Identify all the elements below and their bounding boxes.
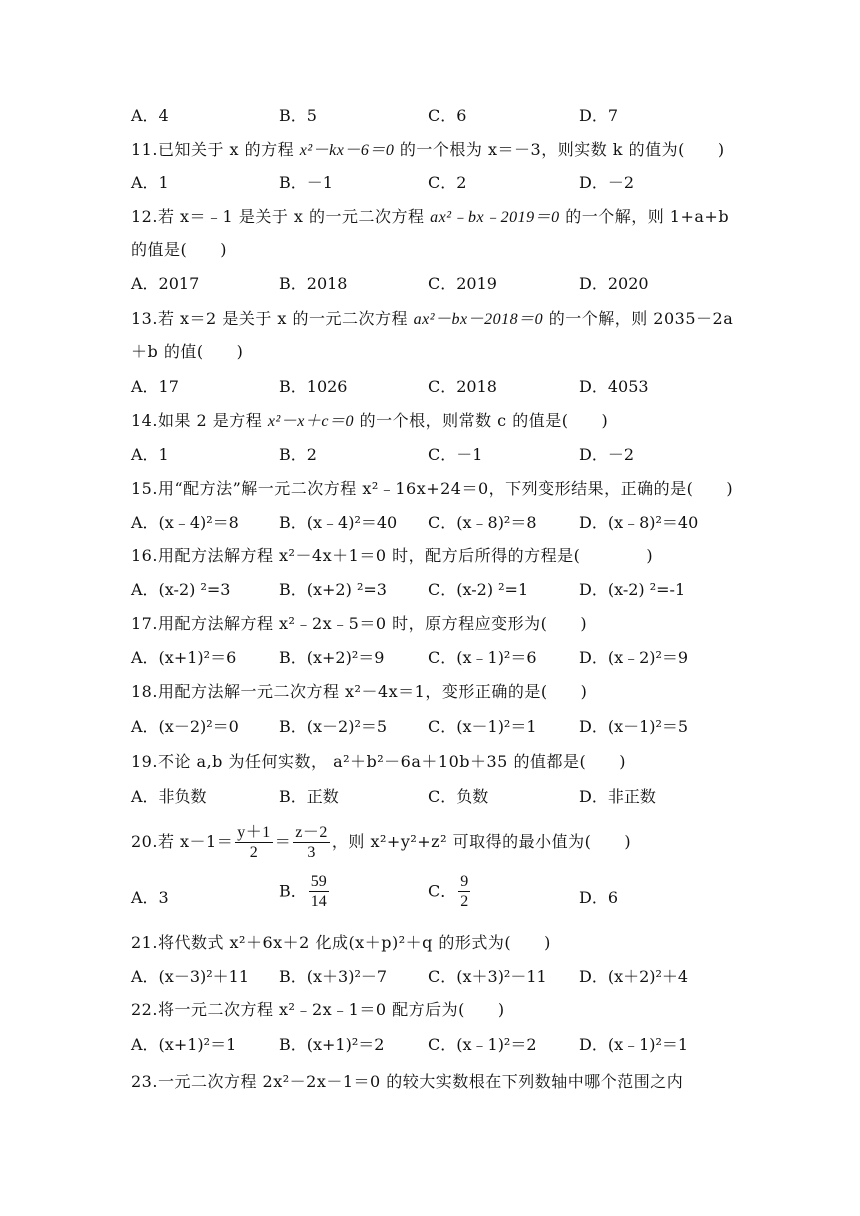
q16-option-c: C．(x-2) ²=1 [428, 580, 529, 599]
q12-stem-line1 [131, 207, 729, 228]
q19-option-c: C．负数 [428, 787, 489, 806]
q20-option-d: D．6 [579, 888, 619, 907]
q14-option-c: C．－1 [428, 445, 483, 464]
q22-option-d: D．(x﹣1)²＝1 [579, 1035, 689, 1054]
q15-option-d: D．(x﹣8)²＝40 [579, 513, 699, 532]
q13-equation: ax²－bx－2018＝0 [413, 311, 544, 328]
q19-option-b: B．正数 [279, 787, 339, 806]
q20-stem [131, 820, 631, 864]
q12-suffix: 的一个解，则 1+a+b [559, 207, 730, 226]
q11-stem [131, 140, 725, 161]
q18-option-b: B．(x－2)²＝5 [279, 717, 388, 736]
q11-suffix: 的一个根为 x＝－3，则实数 k 的值为( ) [394, 140, 725, 159]
q15-option-c: C．(x﹣8)²＝8 [428, 513, 537, 532]
q21-option-d: D．(x＋2)²＋4 [579, 967, 689, 986]
q21-option-c: C．(x＋3)²－11 [428, 967, 547, 986]
q11-prefix: 11.已知关于 x 的方程 [131, 140, 300, 159]
q13-prefix: 13.若 x＝2 是关于 x 的一元二次方程 [131, 309, 414, 328]
q17-option-c: C．(x﹣1)²＝6 [428, 648, 537, 667]
q19-stem: 19.不论 a,b 为任何实数， a²＋b²－6a＋10b＋35 的值都是( ) [131, 752, 626, 771]
q17-option-b: B．(x+2)²＝9 [279, 648, 385, 667]
q14-option-a: A．1 [131, 445, 169, 464]
q20-equals: ＝ [274, 832, 292, 851]
q15-option-b: B．(x﹣4)²＝40 [279, 513, 398, 532]
q13-option-d: D．4053 [579, 377, 649, 396]
q14-options [131, 445, 731, 467]
q20-fraction-y [235, 823, 273, 862]
q18-option-c: C．(x－1)²＝1 [428, 717, 537, 736]
q14-option-b: B．2 [279, 445, 317, 464]
q17-options [131, 648, 731, 670]
q14-suffix: 的一个根，则常数 c 的值是( ) [354, 411, 609, 430]
q12-options [131, 274, 731, 296]
q16-option-b: B．(x+2) ²=3 [279, 580, 387, 599]
q10-option-c: C．6 [428, 106, 467, 125]
q16-option-d: D．(x-2) ²=-1 [579, 580, 686, 599]
q12-option-c: C．2019 [428, 274, 497, 293]
q14-stem [131, 411, 608, 432]
q13-options [131, 377, 731, 399]
q18-option-d: D．(x－1)²＝5 [579, 717, 689, 736]
q20-option-c-label: C． [428, 881, 457, 901]
q10-options [131, 106, 731, 128]
q13-option-b: B．1026 [279, 377, 348, 396]
q11-option-c: C．2 [428, 173, 467, 192]
q12-prefix: 12.若 x＝﹣1 是关于 x 的一元二次方程 [131, 207, 431, 226]
q10-option-a: A．4 [131, 106, 169, 125]
q20-fraction-y-numerator: y＋1 [237, 824, 271, 841]
q12-option-b: B．2018 [279, 274, 348, 293]
q20-fraction-z-denominator: 3 [307, 844, 316, 861]
q18-options [131, 717, 731, 739]
q17-stem: 17.用配方法解方程 x²﹣2x﹣5＝0 时，原方程应变形为( ) [131, 614, 588, 633]
q20-option-b-denominator: 14 [310, 893, 327, 910]
q13-option-a: A．17 [131, 377, 179, 396]
q11-option-a: A．1 [131, 173, 169, 192]
q20-fraction-z-numerator: z－2 [295, 824, 328, 841]
q16-option-a: A．(x-2) ²=3 [131, 580, 231, 599]
q10-option-b: B．5 [279, 106, 317, 125]
q20-option-a: A．3 [131, 888, 169, 907]
q20-option-b-numerator: 59 [310, 873, 327, 890]
q17-option-a: A．(x+1)²＝6 [131, 648, 237, 667]
q23-stem: 23.一元二次方程 2x²－2x－1＝0 的较大实数根在下列数轴中哪个范围之内 [131, 1072, 684, 1091]
q20-fraction-z [293, 823, 330, 862]
q12-option-a: A．2017 [131, 274, 200, 293]
q22-option-c: C．(x﹣1)²＝2 [428, 1035, 537, 1054]
q13-option-c: C．2018 [428, 377, 497, 396]
q19-option-d: D．非正数 [579, 787, 656, 806]
q12-stem-line2: 的值是( ) [131, 240, 227, 259]
q14-prefix: 14.如果 2 是方程 [131, 411, 268, 430]
q13-stem-line1 [131, 309, 733, 330]
q12-option-d: D．2020 [579, 274, 649, 293]
q12-equation: ax²﹣bx﹣2019＝0 [430, 209, 560, 226]
q20-option-c-numerator: 9 [460, 873, 469, 890]
q20-suffix: ，则 x²+y²+z² 可取得的最小值为( ) [331, 832, 632, 851]
q20-option-b-label: B． [279, 881, 307, 901]
q21-option-a: A．(x－3)²＋11 [131, 967, 250, 986]
q20-option-c [428, 872, 472, 911]
q22-stem: 22.将一元二次方程 x²﹣2x﹣1＝0 配方后为( ) [131, 1000, 505, 1019]
q10-option-d: D．7 [579, 106, 619, 125]
q22-option-b: B．(x+1)²＝2 [279, 1035, 385, 1054]
q20-option-c-fraction [458, 872, 470, 911]
q15-options [131, 513, 731, 535]
q21-option-b: B．(x＋3)²－7 [279, 967, 388, 986]
q11-option-b: B．－1 [279, 173, 333, 192]
q20-option-c-denominator: 2 [460, 893, 469, 910]
q20-option-b-fraction [309, 872, 329, 911]
q14-option-d: D．－2 [579, 445, 635, 464]
q15-stem: 15.用“配方法”解一元二次方程 x²﹣16x+24＝0，下列变形结果，正确的是( ) [131, 479, 734, 498]
q19-option-a: A．非负数 [131, 787, 207, 806]
q20-prefix: 20.若 x－1＝ [131, 832, 234, 851]
q11-option-d: D．－2 [579, 173, 635, 192]
q13-stem-line2: ＋b 的值( ) [131, 342, 244, 361]
q22-options [131, 1035, 731, 1057]
q21-stem: 21.将代数式 x²＋6x＋2 化成(x＋p)²＋q 的形式为( ) [131, 933, 551, 952]
q16-stem: 16.用配方法解方程 x²－4x＋1＝0 时，配方后所得的方程是( ) [131, 546, 654, 565]
q14-equation: x²－x＋c＝0 [267, 413, 354, 430]
q11-equation: x²－kx－6＝0 [299, 142, 395, 159]
q11-options [131, 173, 731, 195]
q16-options [131, 580, 731, 602]
q19-options [131, 787, 731, 809]
q15-option-a: A．(x﹣4)²＝8 [131, 513, 239, 532]
q22-option-a: A．(x+1)²＝1 [131, 1035, 237, 1054]
q21-options [131, 967, 731, 989]
q13-suffix: 的一个解，则 2035－2a [543, 309, 734, 328]
q18-option-a: A．(x－2)²＝0 [131, 717, 239, 736]
q20-fraction-y-denominator: 2 [249, 844, 259, 861]
q17-option-d: D．(x﹣2)²＝9 [579, 648, 689, 667]
q20-options [131, 873, 731, 926]
q20-option-b [279, 872, 331, 911]
q18-stem: 18.用配方法解一元二次方程 x²－4x＝1，变形正确的是( ) [131, 682, 588, 701]
